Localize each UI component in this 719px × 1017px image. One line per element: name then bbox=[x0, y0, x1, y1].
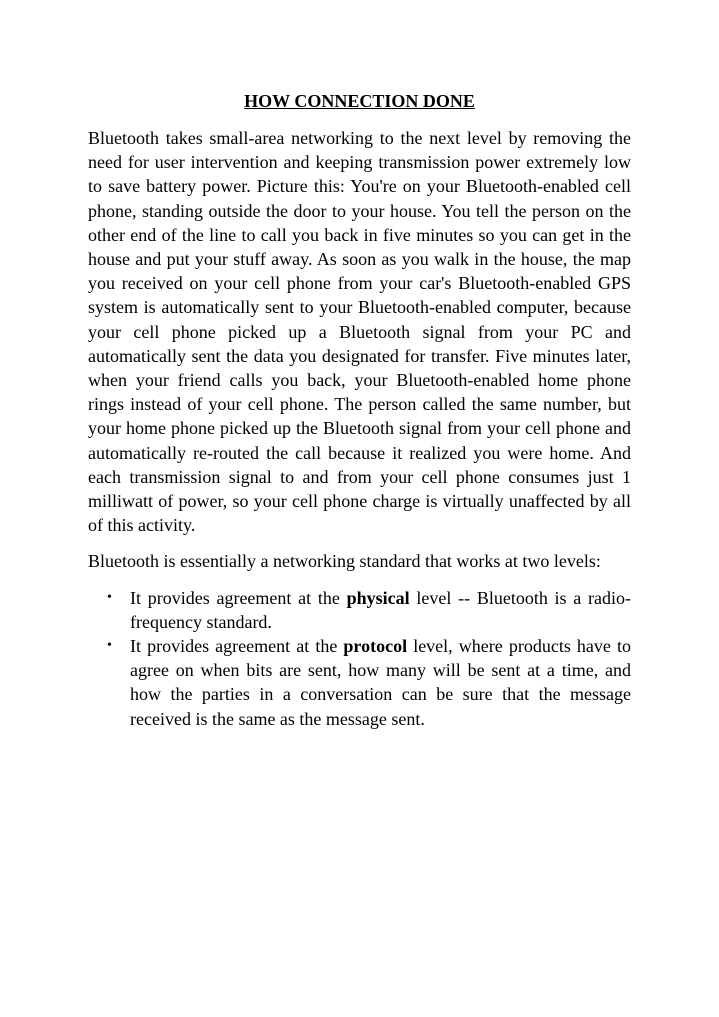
bullet-list bbox=[88, 586, 631, 731]
bullet-bold-term: protocol bbox=[343, 636, 408, 657]
bullet-text-before: It provides agreement at the bbox=[130, 636, 344, 657]
list-item-physical bbox=[88, 586, 631, 634]
page-title: HOW CONNECTION DONE bbox=[244, 91, 475, 111]
bullet-text-before: It provides agreement at the bbox=[130, 587, 347, 608]
bullet-icon: • bbox=[107, 638, 112, 654]
paragraph-levels: Bluetooth is essentially a networking standard that works at two levels: bbox=[88, 551, 601, 572]
bullet-text-after: level -- Bluetooth is a radio-frequency standard. bbox=[130, 587, 631, 632]
bullet-icon: • bbox=[107, 589, 112, 605]
bullet-text-after: level, where products have to agree on when bits are sent, how many will be sent at a time, and how the parties in a conversation can be sure that the message received is the same as the message sent. bbox=[130, 636, 632, 729]
bullet-bold-term: physical bbox=[346, 587, 410, 608]
list-item-protocol bbox=[88, 634, 631, 731]
document-page bbox=[88, 90, 631, 731]
paragraph-intro: Bluetooth takes small-area networking to the next level by removing the need for user intervention and keeping transmission power extremely low to save battery power. Picture this: You're on your Bluetooth-enabled cell phone, standing outside the door to your house. You tell the person on the other end of the line to call you back in five minutes so you can get in the house and put your stuff away. As soon as you walk in the house, the map you received on your cell phone from your car's Bluetooth-enabled GPS system is automatically sent to your Bluetooth-enabled computer, because your cell phone picked up a Bluetooth signal from your PC and automatically sent the data you designated for transfer. Five minutes later, when your friend calls you back, your Bluetooth-enabled home phone rings instead of your cell phone. The person called the same number, but your home phone picked up the Bluetooth signal from your cell phone and automatically re-routed the call because it realized you were home. And each transmission signal to and from your cell phone consumes just 1 milliwatt of power, so your cell phone charge is virtually unaffected by all of this activity. bbox=[88, 128, 631, 536]
